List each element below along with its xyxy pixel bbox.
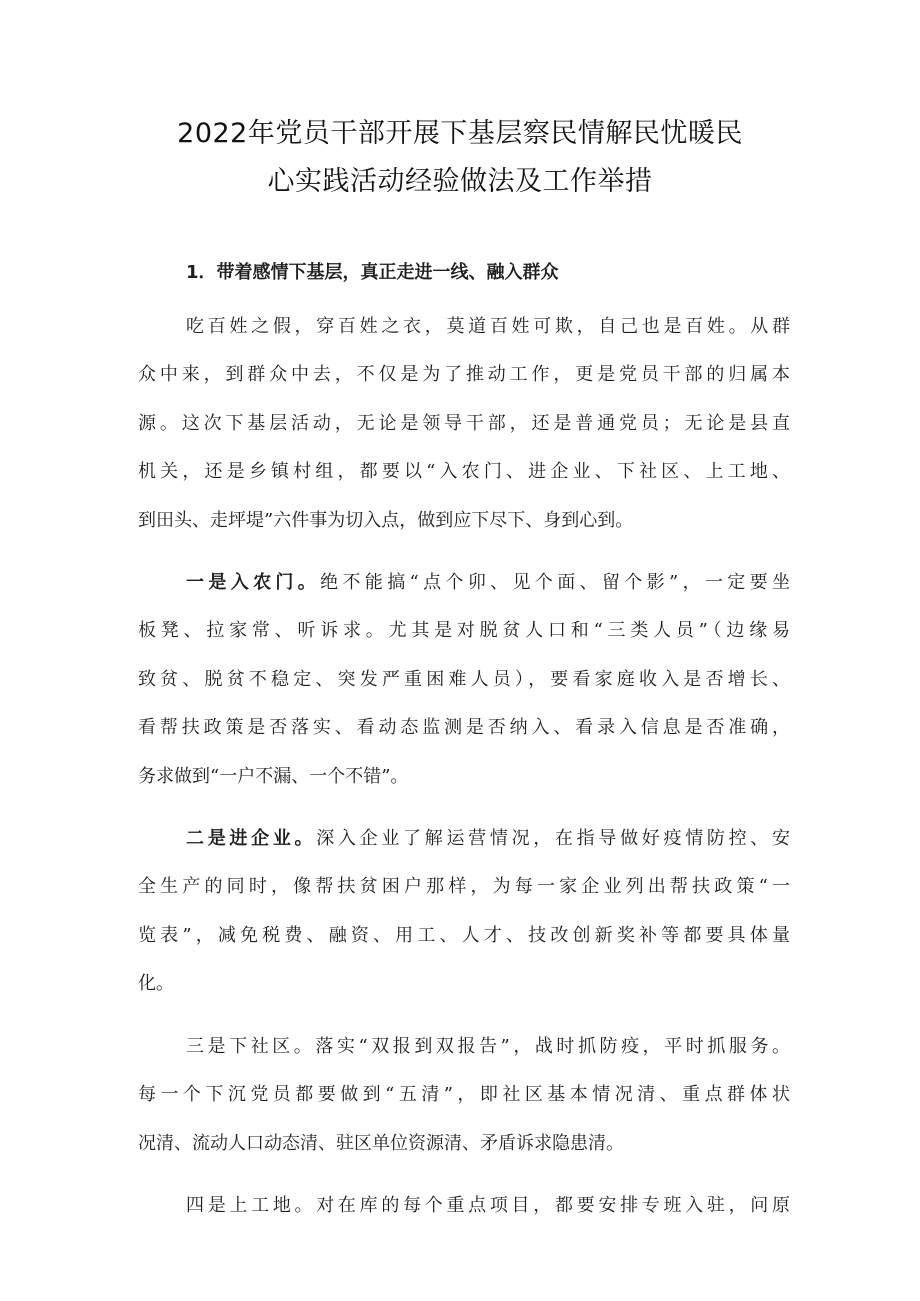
paragraph-line	[138, 815, 790, 863]
paragraph-line: 每一个下沉党员都要做到“五清”，即社区基本情况清、重点群体状	[138, 1084, 790, 1106]
title-line-2: 心实践活动经验做法及工作举措	[267, 166, 653, 197]
title-line-1: 2022年党员干部开展下基层察民情解民忧暖民	[177, 118, 743, 149]
paragraph-line: 到田头、走坪堤”六件事为切入点，做到应下尽下、身到心到。	[138, 509, 634, 531]
paragraph-line: 众中来，到群众中去，不仅是为了推动工作，更是党员干部的归属本	[138, 364, 790, 386]
paragraph-line	[138, 559, 790, 607]
paragraph-line: 四是上工地。对在库的每个重点项目，都要安排专班入驻，问原	[186, 1194, 790, 1216]
paragraph-2	[138, 559, 790, 801]
section-heading-1: 1．带着感情下基层，真正走进一线、融入群众	[186, 262, 559, 283]
paragraph-line: 全生产的同时，像帮扶贫困户那样，为每一家企业列出帮扶政策“一	[138, 876, 790, 898]
paragraph-3	[138, 815, 790, 1009]
paragraph-line: 览表”，减免税费、融资、用工、人才、技改创新奖补等都要具体量	[138, 924, 790, 946]
paragraph-line: 机关，还是乡镇村组，都要以“入农门、进企业、下社区、上工地、	[138, 461, 790, 483]
document-body	[138, 257, 790, 1244]
paragraph-line-rest: 深入企业了解运营情况，在指导做好疫情防控、安	[316, 828, 791, 850]
paragraph-line: 致贫、脱贫不稳定、突发严重困难人员），要看家庭收入是否增长、	[138, 668, 790, 690]
paragraph-lead: 一是入农门。	[186, 572, 321, 594]
paragraph-line: 源。这次下基层活动，无论是领导干部，还是普通党员；无论是县直	[138, 412, 790, 434]
paragraph-line: 三是下社区。落实“双报到双报告”，战时抓防疫，平时抓服务。	[186, 1035, 790, 1057]
paragraph-line: 务求做到“一户不漏、一个不错”。	[138, 765, 409, 787]
paragraph-4	[138, 1023, 790, 1168]
paragraph-line: 况清、流动人口动态清、驻区单位资源清、矛盾诉求隐患清。	[138, 1132, 624, 1154]
paragraph-line-rest: 绝不能搞“点个卯、见个面、留个影”，一定要坐	[320, 572, 791, 594]
document-title	[120, 110, 800, 206]
paragraph-5	[138, 1182, 790, 1230]
paragraph-line: 吃百姓之假，穿百姓之衣，莫道百姓可欺，自己也是百姓。从群	[186, 316, 790, 337]
paragraph-1	[138, 303, 790, 545]
paragraph-line: 板凳、拉家常、听诉求。尤其是对脱贫人口和“三类人员”（边缘易	[138, 620, 790, 642]
paragraph-lead: 二是进企业。	[186, 828, 317, 850]
paragraph-line: 化。	[138, 973, 174, 995]
paragraph-line: 看帮扶政策是否落实、看动态监测是否纳入、看录入信息是否准确，	[138, 717, 790, 739]
